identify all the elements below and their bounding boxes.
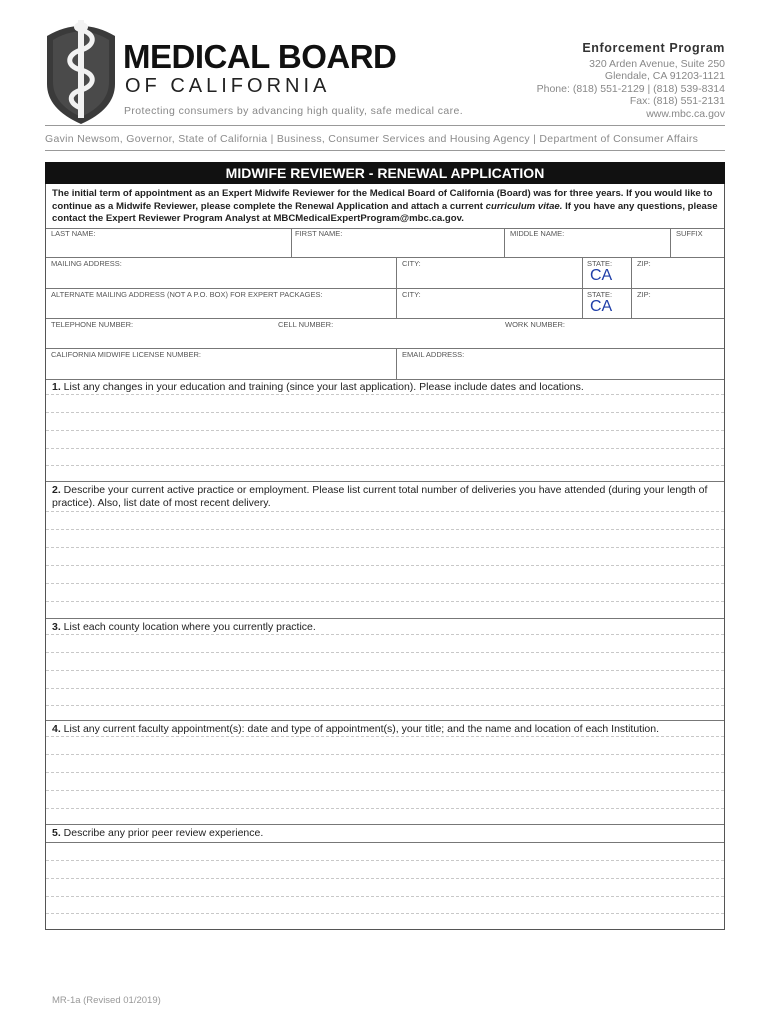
government-line: Gavin Newsom, Governor, State of California | Business, Consumer Services and Housing Agency | Department of Consumer Affairs — [45, 133, 699, 145]
question-2 — [52, 484, 718, 510]
answer-line[interactable] — [46, 705, 724, 706]
zip-field[interactable]: ZIP: — [637, 259, 651, 268]
answer-line[interactable] — [46, 772, 724, 773]
col-divider — [504, 228, 505, 257]
row-divider — [46, 318, 724, 319]
answer-line[interactable] — [46, 808, 724, 809]
form-title: MIDWIFE REVIEWER - RENEWAL APPLICATION — [45, 162, 725, 184]
row-divider — [46, 257, 724, 258]
medical-board-logo-icon — [45, 14, 117, 126]
answer-line[interactable] — [46, 583, 724, 584]
header-divider-2 — [45, 150, 725, 151]
phone: Phone: (818) 551-2129 | (818) 539-8314 — [536, 82, 725, 95]
fax: Fax: (818) 551-2131 — [629, 95, 725, 107]
answer-line[interactable] — [46, 736, 724, 737]
form-revision: MR-1a (Revised 01/2019) — [52, 995, 161, 1006]
application-form — [45, 162, 725, 930]
answer-line[interactable] — [46, 565, 724, 566]
city-field-2[interactable]: CITY: — [402, 290, 421, 299]
intro-text-a: The initial term of appointment as an Expert Midwife Reviewer for the Medical Board of California (Board) was for three years. If you would like to continue as a Midwife Reviewer, please complete the Renewal Application and attach a current — [52, 188, 713, 212]
alternate-address-field[interactable]: ALTERNATE MAILING ADDRESS (NOT A P.O. BOX) FOR EXPERT PACKAGES: — [51, 290, 323, 299]
answer-line[interactable] — [46, 790, 724, 791]
contact-block — [537, 42, 725, 120]
answer-line[interactable] — [46, 448, 724, 449]
row-divider — [46, 228, 724, 229]
section-divider — [46, 481, 724, 482]
zip-field-2[interactable]: ZIP: — [637, 290, 651, 299]
question-number: 4. — [52, 723, 61, 735]
answer-line[interactable] — [46, 634, 724, 635]
question-text: List any changes in your education and training (since your last application). Please include dates and locations. — [60, 381, 584, 393]
cell-field[interactable]: CELL NUMBER: — [278, 320, 334, 329]
answer-line[interactable] — [46, 412, 724, 413]
address-line-2: Glendale, CA 91203-1121 — [604, 70, 725, 82]
first-name-field[interactable]: FIRST NAME: — [295, 229, 343, 238]
row-divider — [46, 288, 724, 289]
intro-cv: curriculum vitae. — [485, 200, 563, 212]
state-label: STATE: — [587, 259, 613, 268]
row-divider — [46, 348, 724, 349]
answer-line[interactable] — [46, 754, 724, 755]
question-text: List any current faculty appointment(s): date and type of appointment(s), your title; and the name and location of each Institution. — [60, 723, 660, 735]
state-field-2[interactable]: CA — [590, 298, 613, 315]
answer-line[interactable] — [46, 670, 724, 671]
col-divider — [291, 228, 292, 257]
answer-line[interactable] — [46, 529, 724, 530]
question-number: 1. — [52, 381, 61, 393]
form-intro — [52, 188, 720, 226]
header-divider — [45, 125, 725, 126]
program-name: Enforcement Program — [582, 41, 725, 55]
answer-line[interactable] — [46, 511, 724, 512]
answer-line[interactable] — [46, 601, 724, 602]
last-name-field[interactable]: LAST NAME: — [51, 229, 96, 238]
answer-line[interactable] — [46, 913, 724, 914]
address-line-1: 320 Arden Avenue, Suite 250 — [589, 57, 725, 70]
question-5 — [52, 827, 718, 840]
answer-line[interactable] — [46, 465, 724, 466]
logo-subtitle: OF CALIFORNIA — [125, 75, 331, 97]
question-number: 5. — [52, 827, 61, 839]
website-link[interactable]: www.mbc.ca.gov — [646, 107, 725, 120]
state-field[interactable]: CA — [590, 267, 613, 284]
state-label-2: STATE: — [587, 290, 613, 299]
answer-line[interactable] — [46, 394, 724, 395]
suffix-field[interactable]: SUFFIX — [676, 229, 703, 238]
section-divider — [46, 618, 724, 619]
answer-line[interactable] — [46, 430, 724, 431]
license-field[interactable]: CALIFORNIA MIDWIFE LICENSE NUMBER: — [51, 350, 202, 359]
logo-title: MEDICAL BOARD — [123, 38, 397, 75]
question-4 — [52, 723, 718, 736]
tagline: Protecting consumers by advancing high quality, safe medical care. — [124, 105, 464, 117]
city-field[interactable]: CITY: — [402, 259, 421, 268]
question-number: 2. — [52, 484, 61, 496]
answer-line[interactable] — [46, 896, 724, 897]
work-field[interactable]: WORK NUMBER: — [505, 320, 565, 329]
row-divider — [46, 379, 724, 380]
question-text: List each county location where you currently practice. — [60, 621, 316, 633]
col-divider — [396, 348, 397, 379]
middle-name-field[interactable]: MIDDLE NAME: — [510, 229, 565, 238]
answer-line[interactable] — [46, 688, 724, 689]
answer-line[interactable] — [46, 860, 724, 861]
mailing-address-field[interactable]: MAILING ADDRESS: — [51, 259, 122, 268]
question-number: 3. — [52, 621, 61, 633]
question-3 — [52, 621, 718, 634]
section-divider — [46, 824, 724, 825]
answer-line[interactable] — [46, 547, 724, 548]
section-divider — [46, 720, 724, 721]
col-divider — [670, 228, 671, 257]
question-text: Describe your current active practice or employment. Please list current total number of deliveries you have attended (during your length of practice). Also, list date of most recent delivery. — [52, 484, 708, 509]
question-1 — [52, 381, 718, 394]
email-field[interactable]: EMAIL ADDRESS: — [402, 350, 465, 359]
answer-line[interactable] — [46, 652, 724, 653]
question-text: Describe any prior peer review experience. — [60, 827, 264, 839]
answer-line[interactable] — [46, 878, 724, 879]
telephone-field[interactable]: TELEPHONE NUMBER: — [51, 320, 134, 329]
intro-text-b: If you have any questions, please contact the Expert Reviewer Program Analyst at MBCMedicalExpertProgram@mbc.ca.gov. — [52, 200, 718, 224]
section-divider — [46, 842, 724, 843]
